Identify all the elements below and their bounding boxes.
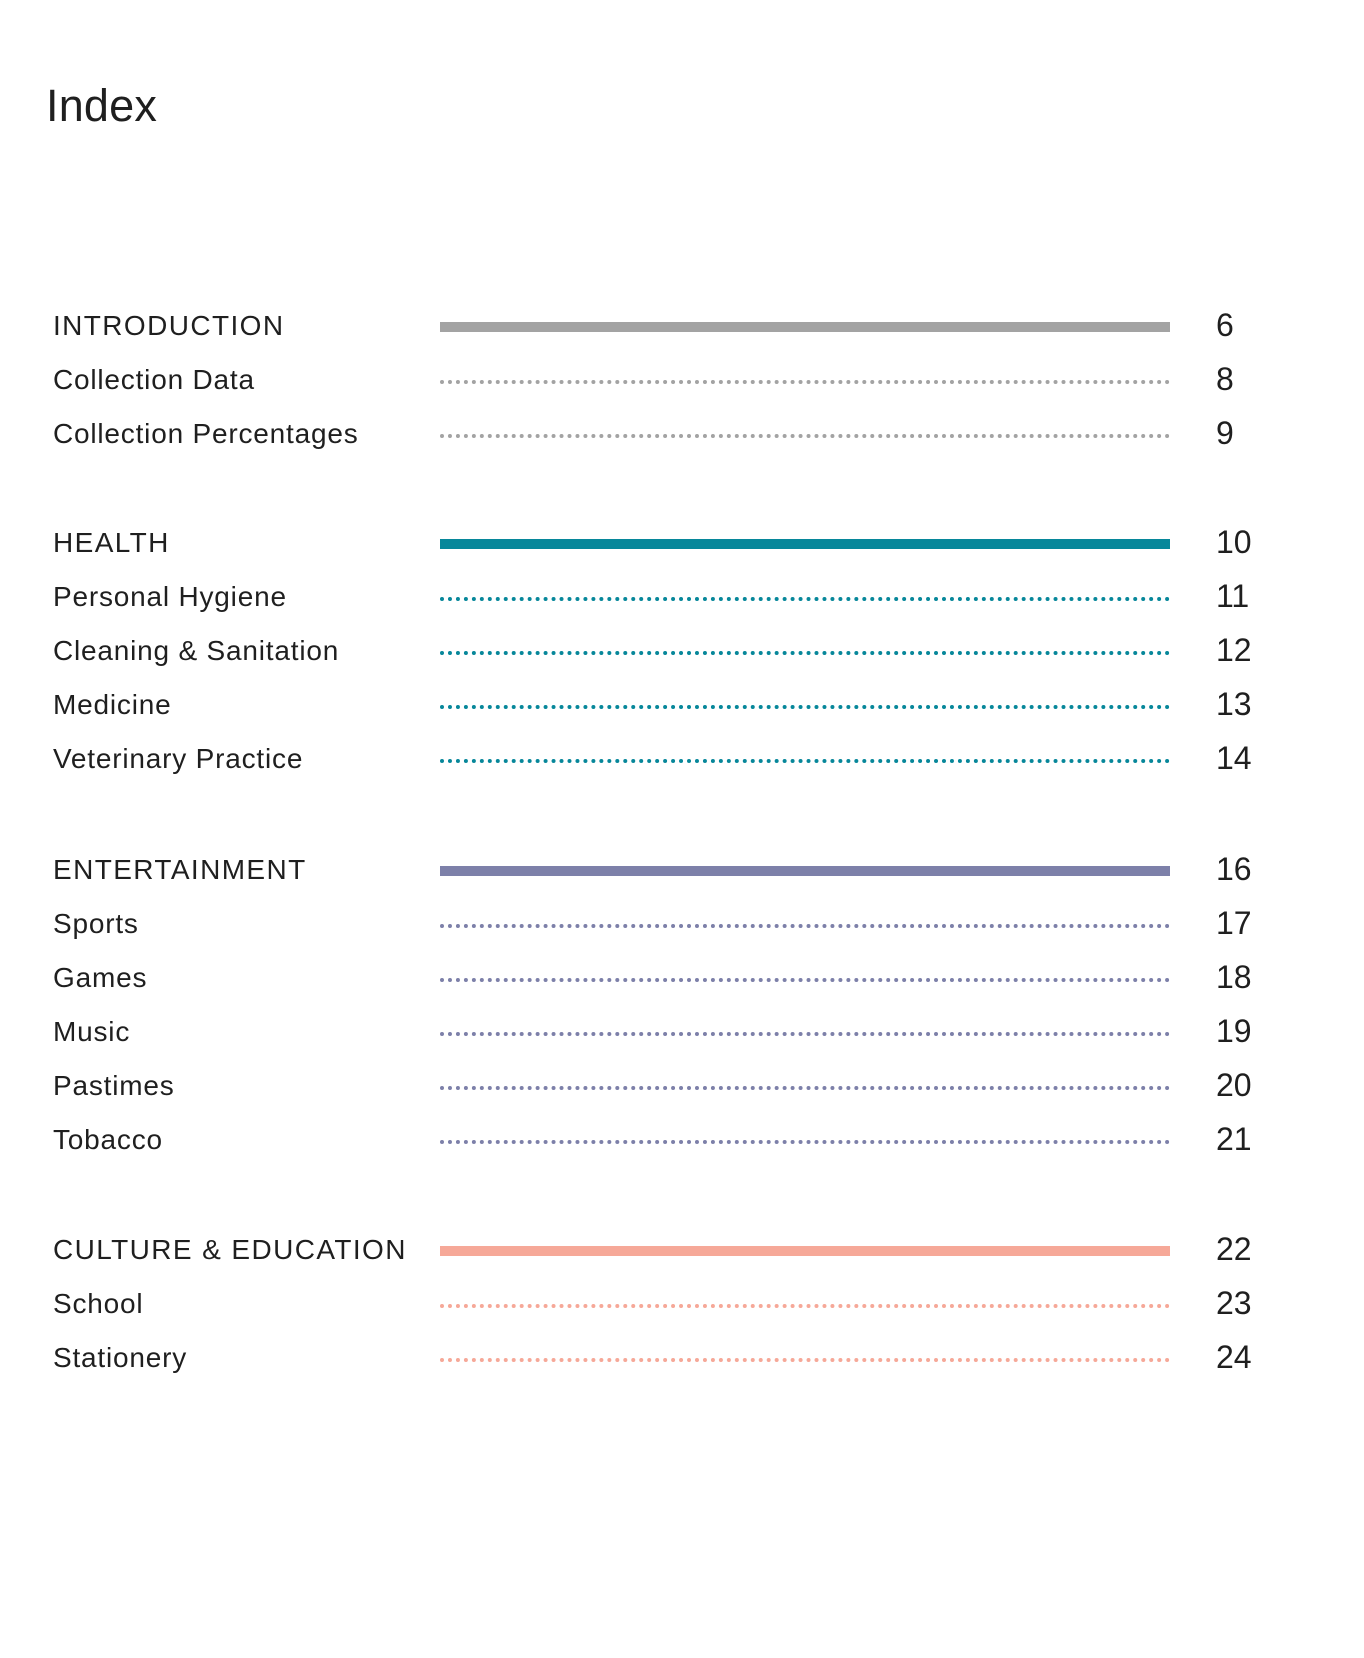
- page-number: 10: [1216, 524, 1252, 560]
- section-header-culture-education[interactable]: [0, 1224, 1364, 1278]
- dotted-leader: [440, 651, 1170, 655]
- index-entry-medicine[interactable]: [0, 679, 1364, 733]
- entry-label: Tobacco: [53, 1124, 163, 1155]
- index-entry-pastimes[interactable]: [0, 1060, 1364, 1114]
- section-introduction: [0, 300, 1364, 462]
- dotted-leader: [440, 759, 1170, 763]
- index-entry-cleaning-sanitation[interactable]: [0, 625, 1364, 679]
- entry-label: Collection Data: [53, 364, 255, 395]
- index-entry-veterinary-practice[interactable]: [0, 733, 1364, 787]
- entry-label: Music: [53, 1016, 131, 1047]
- entry-label: Stationery: [53, 1342, 188, 1373]
- page-number: 18: [1216, 959, 1252, 995]
- section-header-label: INTRODUCTION: [53, 310, 285, 341]
- index-entry-school[interactable]: [0, 1278, 1364, 1332]
- index-entry-games[interactable]: [0, 952, 1364, 1006]
- page-number: 13: [1216, 686, 1252, 722]
- index-entry-tobacco[interactable]: [0, 1114, 1364, 1168]
- index-entry-collection-percentages[interactable]: [0, 408, 1364, 462]
- section-solid-rule: [440, 322, 1170, 332]
- dotted-leader: [440, 1032, 1170, 1036]
- page-number: 14: [1216, 740, 1252, 776]
- section-header-introduction[interactable]: [0, 300, 1364, 354]
- page-number: 17: [1216, 905, 1252, 941]
- index-entry-music[interactable]: [0, 1006, 1364, 1060]
- entry-label: Games: [53, 962, 148, 993]
- section-solid-rule: [440, 1246, 1170, 1256]
- index-entry-collection-data[interactable]: [0, 354, 1364, 408]
- section-header-label: CULTURE & EDUCATION: [53, 1234, 407, 1265]
- entry-label: Cleaning & Sanitation: [53, 635, 340, 666]
- index-entry-sports[interactable]: [0, 898, 1364, 952]
- entry-label: Personal Hygiene: [53, 581, 287, 612]
- entry-label: Collection Percentages: [53, 418, 359, 449]
- page-title: Index: [46, 80, 158, 131]
- page-number: 6: [1216, 307, 1234, 343]
- section-health: [0, 517, 1364, 787]
- dotted-leader: [440, 1304, 1170, 1308]
- entry-label: Pastimes: [53, 1070, 175, 1101]
- dotted-leader: [440, 597, 1170, 601]
- section-header-entertainment[interactable]: [0, 844, 1364, 898]
- dotted-leader: [440, 1086, 1170, 1090]
- section-solid-rule: [440, 539, 1170, 549]
- dotted-leader: [440, 380, 1170, 384]
- dotted-leader: [440, 924, 1170, 928]
- page-number: 20: [1216, 1067, 1252, 1103]
- entry-label: Veterinary Practice: [53, 743, 304, 774]
- section-header-label: HEALTH: [53, 527, 170, 558]
- dotted-leader: [440, 705, 1170, 709]
- dotted-leader: [440, 1358, 1170, 1362]
- section-culture-education: [0, 1224, 1364, 1386]
- entry-label: Medicine: [53, 689, 172, 720]
- dotted-leader: [440, 978, 1170, 982]
- page-number: 16: [1216, 851, 1252, 887]
- entry-label: Sports: [53, 908, 139, 939]
- entry-label: School: [53, 1288, 144, 1319]
- section-header-label: ENTERTAINMENT: [53, 854, 307, 885]
- page-number: 24: [1216, 1339, 1252, 1375]
- section-solid-rule: [440, 866, 1170, 876]
- page-number: 22: [1216, 1231, 1252, 1267]
- page-number: 23: [1216, 1285, 1252, 1321]
- index-entry-personal-hygiene[interactable]: [0, 571, 1364, 625]
- page-number: 12: [1216, 632, 1252, 668]
- page-number: 9: [1216, 415, 1234, 451]
- page-number: 8: [1216, 361, 1234, 397]
- dotted-leader: [440, 434, 1170, 438]
- dotted-leader: [440, 1140, 1170, 1144]
- index-entry-stationery[interactable]: [0, 1332, 1364, 1386]
- section-entertainment: [0, 844, 1364, 1168]
- section-header-health[interactable]: [0, 517, 1364, 571]
- page-number: 21: [1216, 1121, 1252, 1157]
- page-number: 11: [1216, 578, 1250, 614]
- page-number: 19: [1216, 1013, 1252, 1049]
